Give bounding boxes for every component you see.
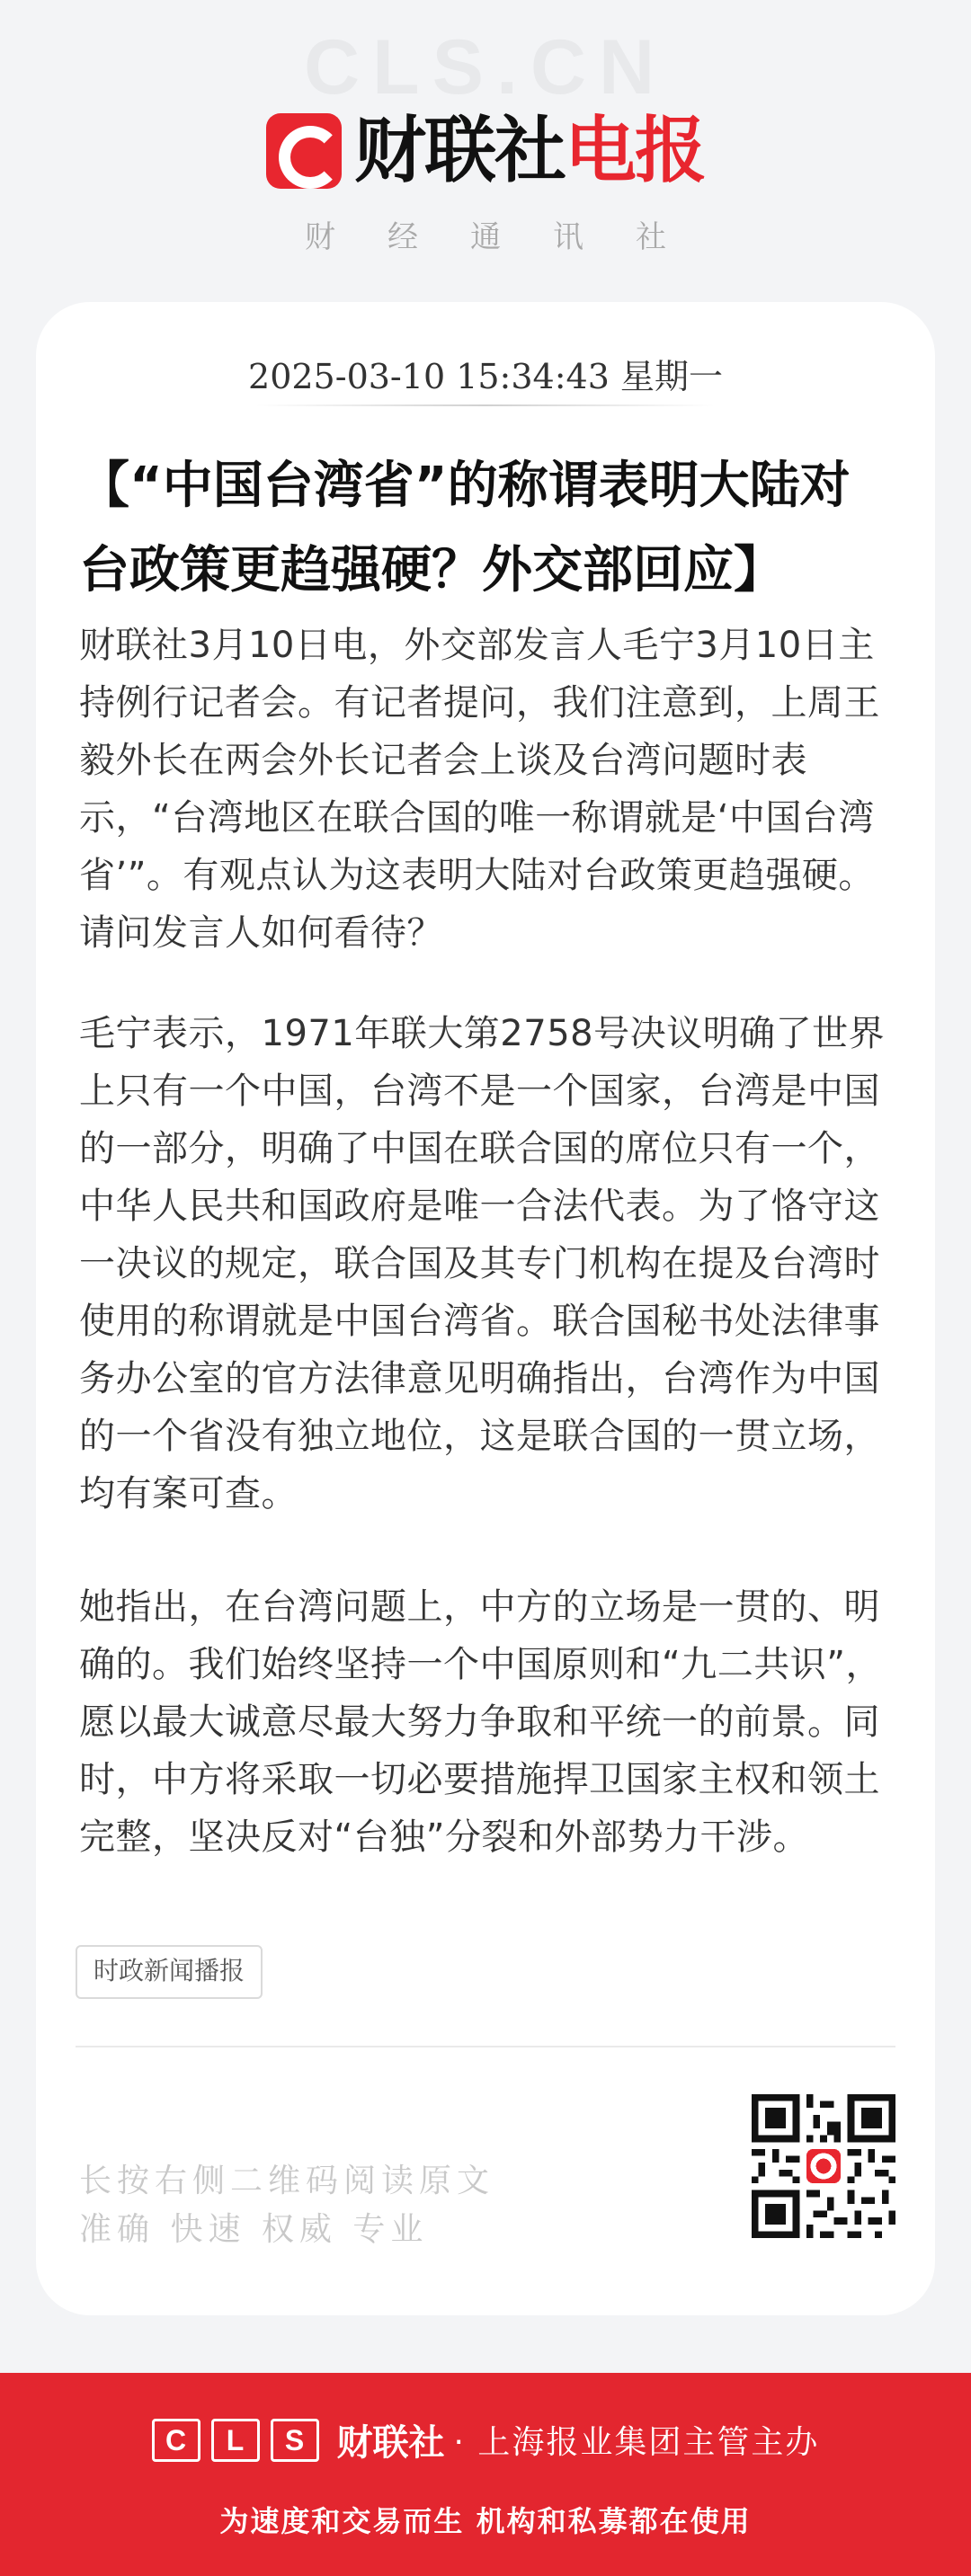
cls-logo-icon [266,113,342,189]
brand-name-red: 电报 [565,109,705,192]
brand-name [354,109,705,192]
cls-letter-l: L [211,2419,260,2462]
qr-slogan-text: 准确 快速 权威 专业 [79,2211,429,2248]
brand-tagline: 财经通讯社 [305,219,718,255]
article-title: 【“中国台湾省”的称谓表明大陆对台政策更趋强硬？外交部回应】 [79,457,851,600]
footer-brand-row [0,2414,971,2465]
date-divider [256,404,715,406]
cls-letter-c: C [152,2419,200,2462]
topic-tag[interactable]: 时政新闻播报 [76,1945,263,1999]
brand-name-black: 财联社 [354,109,565,192]
article-paragraph-2: 毛宁表示，1971年联大第2758号决议明确了世界上只有一个中国，台湾不是一个国家，台湾是中国的一部分，明确了中国在联合国的席位只有一个，中华人民共和国政府是唯一合法代表。为了恪守这一决议的规定，联合国及其专门机构在提及台湾时使用的称谓就是中国台湾省。联合国秘书处法律事务办公室的官方法律意见明确指出，台湾作为中国的一个省没有独立地位，这是联合国的一贯立场，均有案可查。 [79,1013,886,1515]
header-logo [0,109,971,192]
footer-organization: · 上海报业集团主管主办 [453,2424,820,2461]
footer-banner [0,2373,971,2576]
footer-slogan: 为速度和交易而生 机构和私募都在使用 [219,2504,752,2538]
footer-brand-name: 财联社 [336,2422,445,2464]
watermark [0,23,971,112]
qr-prompt-text: 长按右侧二维码阅读原文 [79,2163,495,2199]
qr-code-icon[interactable] [752,2094,895,2238]
cls-letter-s: S [271,2419,319,2462]
article-datetime: 2025-03-10 15:34:43 星期一 [248,357,723,396]
article-paragraph-3: 她指出，在台湾问题上，中方的立场是一贯的、明确的。我们始终坚持一个中国原则和“九二共识”，愿以最大诚意尽最大努力争取和平统一的前景。同时，中方将采取一切必要措施捍卫国家主权和领土完整，坚决反对“台独”分裂和外部势力干涉。 [79,1586,882,1858]
article-paragraph-1: 财联社3月10日电，外交部发言人毛宁3月10日主持例行记者会。有记者提问，我们注意到，上周王毅外长在两会外长记者会上谈及台湾问题时表示，“台湾地区在联合国的唯一称谓就是‘中国台湾省’”。有观点认为这表明大陆对台政策更趋强硬。请问发言人如何看待？ [79,625,880,954]
section-divider [76,2046,895,2047]
